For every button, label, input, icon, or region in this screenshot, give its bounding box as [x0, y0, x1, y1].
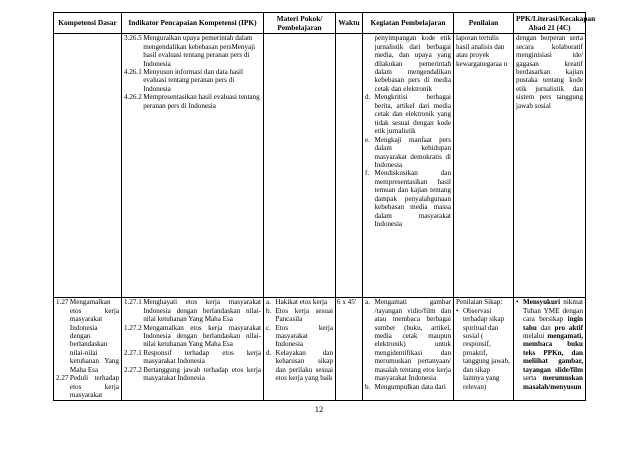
kd-text: Mengamalkan etos kerja masyarakat Indonesia dengan berlandaskan nilai-nilai ketuhanan Yang Maha Esa [69, 298, 119, 374]
ppk-segment: dan [536, 323, 555, 332]
materi-item [266, 349, 333, 383]
materi-text: Hakikat etos kerja [275, 298, 328, 307]
row2-kd-cell [54, 298, 122, 400]
row1-materi-cell [264, 34, 336, 298]
kegiatan-text: Mengkaji manfaat pers dalam kehidupan masyarakat demokratis di Indonesia [374, 135, 451, 169]
header-materi: Materi Pokok/ Pembelajaran [264, 13, 336, 34]
row1-kd-cell [54, 34, 122, 298]
kegiatan-letter: d. [365, 93, 371, 102]
penilaian-title: Penilaian Sikap: [456, 298, 503, 307]
kegiatan-letter: e. [365, 135, 370, 144]
ppk-segment: ingin tahu [523, 315, 583, 332]
table-row [54, 298, 586, 400]
header-kd: Kompetensi Dasar [54, 13, 122, 34]
kd-item [56, 374, 119, 399]
kd-number: 2.27 [56, 374, 69, 383]
ppk-segment: Mensyukuri [523, 298, 561, 307]
kegiatan-item [365, 34, 451, 93]
header-ipk: Indikator Pencapaian Kompetensi (IPK) [122, 13, 264, 34]
kd-text: Peduli terhadap etos kerja masyarakat [69, 374, 119, 400]
materi-letter: a. [266, 298, 271, 307]
ipk-text: Menyusun informasi dan data hasil evaluasi tentang peranan pers di Indonesia [143, 68, 243, 93]
row1-waktu-cell [336, 34, 363, 298]
ipk-text: Responsif terhadap etos kerja masyarakat Indonesia [143, 348, 261, 366]
row1-ipk-cell [122, 34, 264, 298]
ipk-item [124, 68, 261, 93]
ipk-text: Mempresentasikan hasil evaluasi tentang peranan pers di Indonesia [143, 93, 260, 110]
materi-letter: d. [266, 348, 272, 357]
row2-materi-cell [264, 298, 336, 400]
kegiatan-item [365, 136, 451, 170]
kd-item [56, 298, 119, 374]
ppk-segment: melalui [523, 332, 548, 340]
ipk-text: Bertanggung jawab terhadap etos kerja masyarakat Indonesia [143, 365, 261, 383]
header-penilaian: Penilaian [454, 13, 514, 34]
materi-text: Etos kerja sesuai Pancasila [275, 306, 333, 324]
row2-ppk-cell [514, 298, 586, 400]
ppk-segment: pro aktif [554, 323, 583, 332]
row1-ppk-cell: dengan berperan serta secara kolaboratif menginisiasi ide/ gagasan kreatif berdasarkan kajian pustaka tentang kode etik jurnalistik dan sistem pers tanggung jawab sosial [514, 34, 586, 298]
ipk-item [124, 366, 261, 383]
ipk-text: Menguraikan upaya pemerintah dalam mengendalikan kebebasan persMenyaji hasil evaluasi tentang peranan pers di Indonesia [143, 34, 256, 68]
ipk-number: 3.26.5 [124, 34, 142, 43]
materi-item [266, 298, 333, 306]
ipk-item [124, 324, 261, 349]
page-number: 12 [314, 404, 324, 414]
kd-number: 1.27 [56, 298, 69, 307]
ipk-number: 4.26.2 [124, 93, 142, 102]
lesson-plan-table [53, 12, 596, 401]
ppk-segment: merumuskan masalah/menyusun [523, 374, 583, 391]
ipk-number: 1.27.1 [124, 298, 142, 307]
materi-item [266, 324, 333, 349]
ipk-number: 2.27.2 [124, 365, 142, 374]
materi-text: Etos kerja masyarakat Indonesia [275, 323, 333, 349]
kegiatan-item [365, 383, 451, 391]
ipk-number: 1.27.2 [124, 323, 142, 332]
document-page [53, 12, 596, 401]
kegiatan-letter [365, 34, 373, 93]
materi-item [266, 307, 333, 324]
ipk-number: 2.27.1 [124, 348, 142, 357]
ipk-text: Mengamalkan etos kerja masyarakat Indonesia dengan berlandaskan nilai-nilai ketuhanan Yang Maha Esa [143, 323, 261, 349]
kegiatan-letter: b. [365, 382, 371, 391]
kegiatan-text: Mengkritisi berbagai berita, artikel dari media cetak dan elektronik yang tidak sesuai dengan kode etik jurnalistik [374, 93, 451, 136]
ipk-item [124, 93, 261, 110]
ppk-segment: nikmat Tuhan YME dengan cara bersikap [523, 298, 583, 324]
materi-letter: c. [266, 323, 271, 332]
bullet-icon: • [516, 298, 519, 307]
header-waktu: Waktu [336, 13, 363, 34]
materi-text: Kelayakan dan keharusan sikap dan perilaku sesuai etos kerja yang baik [275, 348, 333, 383]
bullet-icon: • [456, 306, 459, 315]
row1-penilaian-cell: laporan tertulis hasil analisis dan atau proyek kewarganegaraa n [454, 34, 514, 298]
table-row [54, 34, 586, 298]
ppk-segment: serta [523, 374, 543, 383]
kegiatan-text: penyimpangan kode etik jurnalistik dari berbagai media, dan upaya yang dilakukan pemerintah dalam mengendalikan kebebasan pers di media cetak dan elektronik [374, 34, 451, 93]
kegiatan-item [365, 169, 451, 228]
ipk-item [124, 298, 261, 323]
kegiatan-item [365, 93, 451, 135]
ipk-item [124, 34, 261, 68]
row1-kegiatan-cell [363, 34, 454, 298]
ipk-number: 4.26.1 [124, 68, 142, 76]
penilaian-item [456, 307, 511, 392]
row2-ipk-cell [122, 298, 264, 400]
materi-letter: b. [266, 306, 272, 315]
row2-waktu-cell: 6 x 45' [336, 298, 363, 400]
kegiatan-item [365, 298, 451, 383]
ipk-item [124, 349, 261, 366]
header-kegiatan: Kegiatan Pembelajaran [363, 13, 454, 34]
kegiatan-text: Mendiskusikan dan mempresentasikan hasil temuan dan kajian tentang dampak penyalahgunaan kebebasan media massa dalam masyarakat Indonesia [374, 169, 451, 229]
header-ppk: PPK/Literasi/Kecakapan Abad 21 (4C) [514, 13, 586, 34]
penilaian-text: Observasi terhadap sikap spiritual dan sosial ( responsif, proaktif, tanggung jawab, dan sikap lainnya yang relevan) [463, 306, 510, 391]
ipk-text: Menghayati etos kerja masyarakat Indonesia dengan berlandaskan nilai-nilai ketuhanan Yang Maha Esa [143, 298, 261, 324]
ppk-text [523, 298, 583, 391]
row2-kegiatan-cell [363, 298, 454, 400]
row2-penilaian-cell [454, 298, 514, 400]
kegiatan-letter: f. [365, 169, 370, 178]
kegiatan-text: Mengumpulkan data dari [374, 382, 446, 391]
header-row [54, 13, 586, 34]
ppk-segment: mengamati, membaca buku teks PPKn, dan meliihat gambar, tayangan slide/film [523, 332, 583, 374]
kegiatan-text: Mengamati gambar /tayangan vidio/film dan atau membaca berbagai sumber (buku, artikel, media cetak maupun elektronik) untuk mengidentifikasi dan merumuskan pertanyaan/ masalah tentang etos kerja masyarakat Indonesia [374, 298, 451, 383]
kegiatan-letter: a. [365, 298, 370, 307]
ppk-item [516, 298, 583, 391]
